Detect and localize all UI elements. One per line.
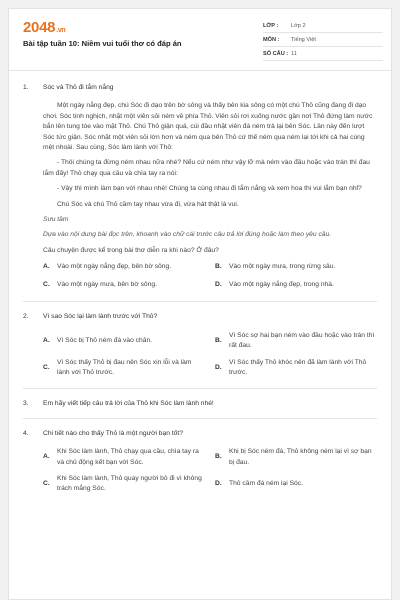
question-1 [23, 83, 377, 291]
brand-suffix: .vn [56, 27, 66, 34]
question-heading [23, 83, 377, 93]
question-number: 1. [23, 84, 29, 91]
meta-row-grade [263, 19, 383, 33]
meta-key: SỐ CÂU : [263, 50, 289, 57]
question-content [23, 101, 377, 291]
option-text: Vào một ngày nắng đẹp, trong nhà. [229, 281, 334, 289]
meta-row-count [263, 47, 383, 61]
question-2 [23, 312, 377, 378]
option-text: Vào một ngày nắng đẹp, bên bờ sông. [57, 263, 172, 271]
divider [23, 388, 377, 389]
option-text: Vì Sóc sợ hai bạn ném vào đầu hoặc vào trán thì rất đau. [229, 331, 375, 350]
option-letter: B. [215, 263, 222, 271]
answer-options [43, 261, 377, 291]
question-heading [23, 312, 377, 322]
option-text: Khi Sóc làm lành, Thỏ quay người bỏ đi vì không trách mắng Sóc. [57, 474, 202, 493]
question-heading [23, 429, 377, 439]
option-letter: D. [215, 281, 222, 289]
answer-option-c[interactable] [43, 279, 205, 291]
question-title: Em hãy viết tiếp câu trả lời của Thỏ khi Sóc làm lành nhé! [43, 400, 214, 408]
option-letter: B. [215, 336, 222, 344]
answer-option-a[interactable] [43, 261, 205, 273]
question-title: Sóc và Thỏ đi tắm nắng [43, 84, 114, 91]
answer-option-d[interactable] [215, 358, 377, 379]
option-letter: A. [43, 453, 50, 461]
answer-option-b[interactable] [215, 331, 377, 352]
meta-value: Lớp 2 [291, 22, 306, 29]
question-title: Vì sao Sóc lại làm lành trước với Thỏ? [43, 313, 158, 321]
answer-option-d[interactable] [215, 279, 377, 291]
answer-option-d[interactable] [215, 474, 377, 495]
meta-key: LỚP : [263, 22, 279, 29]
question-heading [23, 399, 377, 409]
question-title: Chi tiết nào cho thấy Thỏ là một người bạn tốt? [43, 429, 183, 437]
option-letter: C. [43, 281, 50, 289]
question-3 [23, 399, 377, 409]
answer-option-b[interactable] [215, 447, 377, 468]
answer-option-c[interactable] [43, 474, 205, 495]
option-letter: A. [43, 263, 50, 271]
answer-options [43, 447, 377, 495]
question-4 [23, 429, 377, 495]
option-text: Khi bị Sóc ném đá, Thỏ không ném lại vì sợ bạn bị đau. [229, 448, 372, 466]
option-text: Khi Sóc làm lành, Thỏ chạy qua cầu, chìa tay ra và chủ động kết bạn với Sóc. [57, 448, 199, 466]
option-text: Vì Sóc bị Thỏ ném đá vào chân. [57, 336, 153, 344]
question-number: 3. [23, 400, 29, 408]
answer-option-c[interactable] [43, 358, 205, 379]
option-text: Vào một ngày mưa, trong rừng sâu. [229, 263, 336, 271]
sub-question: Câu chuyện được kể trong bài thơ diễn ra khi nào? Ở đâu? [43, 246, 219, 254]
worksheet-body [9, 71, 391, 495]
question-content [23, 331, 377, 379]
option-letter: C. [43, 363, 50, 371]
meta-row-subject [263, 33, 383, 47]
divider [23, 301, 377, 302]
worksheet-page [8, 8, 392, 600]
option-text: Vào một ngày mưa, bên bờ sông. [57, 281, 157, 289]
instruction-text: Dựa vào nội dung bài đọc trên, khoanh vào chữ cái trước câu trả lời đúng hoặc làm theo yêu cầu. [43, 231, 332, 239]
brand-name: 2048 [23, 19, 56, 36]
brand-logo[interactable] [23, 19, 65, 36]
option-text: Thỏ cầm đá ném lại Sóc. [229, 480, 303, 488]
answer-option-b[interactable] [215, 261, 377, 273]
answer-option-a[interactable] [43, 331, 205, 352]
answer-options [43, 331, 377, 379]
story-source: Sưu tầm [43, 216, 69, 224]
option-letter: A. [43, 336, 50, 344]
story-paragraph: - Thôi chúng ta đừng ném nhau nữa nhé? Nếu cứ ném như vậy lỡ mà ném vào đầu hoặc vào trán thì đau lắm đấy! Thỏ chạy qua cầu và chìa tay ra nói: [43, 159, 370, 177]
option-letter: B. [215, 453, 222, 461]
question-number: 4. [23, 429, 29, 437]
meta-value: Tiếng Việt [291, 36, 316, 43]
option-letter: D. [215, 363, 222, 371]
option-text: Vì Sóc thấy Thỏ khóc nên đã làm lành với Thỏ trước. [229, 358, 367, 376]
meta-value: 11 [291, 50, 297, 57]
page-title: Bài tập tuần 10: Niềm vui tuổi thơ có đáp án [23, 39, 182, 48]
meta-table [263, 19, 383, 61]
question-content [23, 447, 377, 495]
option-text: Vì Sóc thấy Thỏ bị đau nên Sóc xin lỗi và làm lành với Thỏ trước. [57, 358, 192, 376]
answer-option-a[interactable] [43, 447, 205, 468]
divider [23, 418, 377, 419]
story-paragraph: Chú Sóc và chú Thỏ cầm tay nhau vừa đi, vừa hát thật là vui. [57, 200, 239, 208]
worksheet-header [9, 9, 391, 71]
question-number: 2. [23, 313, 29, 321]
option-letter: D. [215, 480, 222, 488]
meta-key: MÔN : [263, 36, 280, 43]
story-paragraph: Một ngày nắng đẹp, chú Sóc đi dạo trên bờ sông và thấy bên kia sông có một chú Thỏ cũng đang đi dạo chơi. Sóc tinh nghịch, nhặt một viên sỏi ném về phía Thỏ. Viên sỏi rơi xuống nước gần nơi Thỏ đứng làm nước bắn lên tung tóe vào mặt Thỏ. Chú Thỏ giận quá, cúi đầu nhặt viên đá ném trả lại bên Sóc. Lần này đến lượt Sóc tức giận. Sóc nhặt một viên sỏi lớn hơn và ném qua bên Thỏ cứ thế ném qua ném lại tới khi cả hai cùng mệt nhoài. Sau cùng, Sóc làm lành với Thỏ: [43, 102, 373, 152]
story-paragraph: - Vậy thì mình làm bạn với nhau nhé! Chúng ta cùng nhau đi tắm nắng và xem hoa thi vui lắm bạn nhỉ? [57, 185, 362, 193]
option-letter: C. [43, 480, 50, 488]
